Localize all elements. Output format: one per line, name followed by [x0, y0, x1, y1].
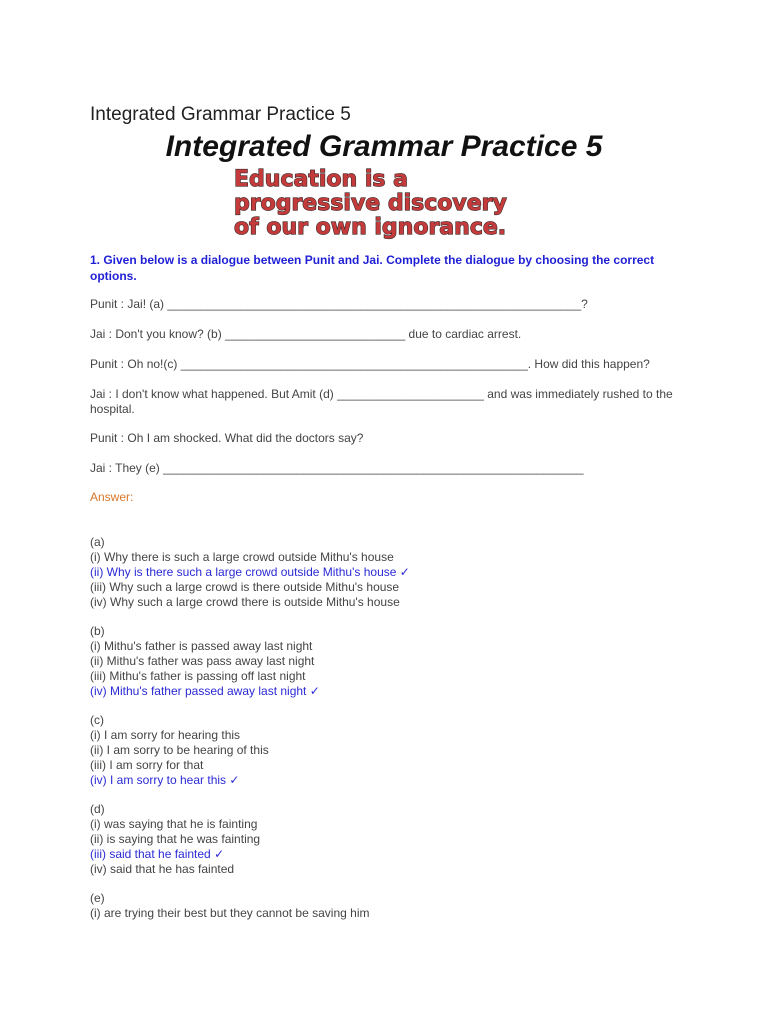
correct-option: (iv) I am sorry to hear this ✓	[90, 773, 240, 787]
answer-part-label: (a)	[90, 535, 105, 549]
dialogue-line: Punit : Oh no!(c) ____________________________________________________. How did this happen?	[90, 357, 650, 371]
answer-option: (iii) I am sorry for that	[90, 758, 204, 772]
answer-option: (i) are trying their best but they cannot be saving him	[90, 906, 370, 920]
correct-option: (iii) said that he fainted ✓	[90, 847, 225, 861]
correct-option: (ii) Why is there such a large crowd outside Mithu's house ✓	[90, 565, 410, 579]
answer-block	[90, 802, 690, 877]
document-title: Integrated Grammar Practice 5	[90, 104, 351, 125]
answer-block	[90, 713, 690, 788]
page-heading: Integrated Grammar Practice 5	[165, 130, 603, 163]
dialogue-line: Jai : Don't you know? (b) ___________________________ due to cardiac arrest.	[90, 327, 522, 341]
answer-option: (iii) Why such a large crowd is there outside Mithu's house	[90, 580, 400, 594]
answer-option: (i) Why there is such a large crowd outside Mithu's house	[90, 550, 394, 564]
quote-line: Education is a	[234, 167, 408, 192]
dialogue-line: Jai : They (e) _______________________________________________________________	[90, 461, 584, 475]
answer-option: (iii) Mithu's father is passing off last night	[90, 669, 306, 683]
dialogue-line: Punit : Oh I am shocked. What did the doctors say?	[90, 431, 364, 445]
answer-option: (ii) Mithu's father was pass away last night	[90, 654, 315, 668]
answer-option: (ii) I am sorry to be hearing of this	[90, 743, 269, 757]
answer-label: Answer:	[90, 490, 134, 504]
quote-line: progressive discovery	[234, 191, 507, 216]
answer-option: (i) was saying that he is fainting	[90, 817, 258, 831]
quote-line: of our own ignorance.	[234, 215, 507, 240]
answer-block	[90, 624, 690, 699]
quote-image	[232, 166, 542, 242]
answer-part-label: (e)	[90, 891, 105, 905]
answer-option: (iv) said that he has fainted	[90, 862, 235, 876]
question-text: 1. Given below is a dialogue between Punit and Jai. Complete the dialogue by choosing the correct options.	[90, 253, 655, 283]
answer-option: (iv) Why such a large crowd there is outside Mithu's house	[90, 595, 400, 609]
dialogue-line: Punit : Jai! (a) ______________________________________________________________?	[90, 297, 588, 311]
answer-part-label: (c)	[90, 713, 104, 727]
answer-part-label: (d)	[90, 802, 105, 816]
dialogue-line: Jai : I don't know what happened. But Amit (d) ______________________ and was immediately rushed to the hospital.	[90, 387, 673, 416]
correct-option: (iv) Mithu's father passed away last night ✓	[90, 684, 320, 698]
answer-option: (i) Mithu's father is passed away last night	[90, 639, 313, 653]
answer-block	[90, 535, 690, 610]
answer-part-label: (b)	[90, 624, 105, 638]
answer-block	[90, 891, 690, 921]
answer-option: (i) I am sorry for hearing this	[90, 728, 241, 742]
answer-option: (ii) is saying that he was fainting	[90, 832, 261, 846]
